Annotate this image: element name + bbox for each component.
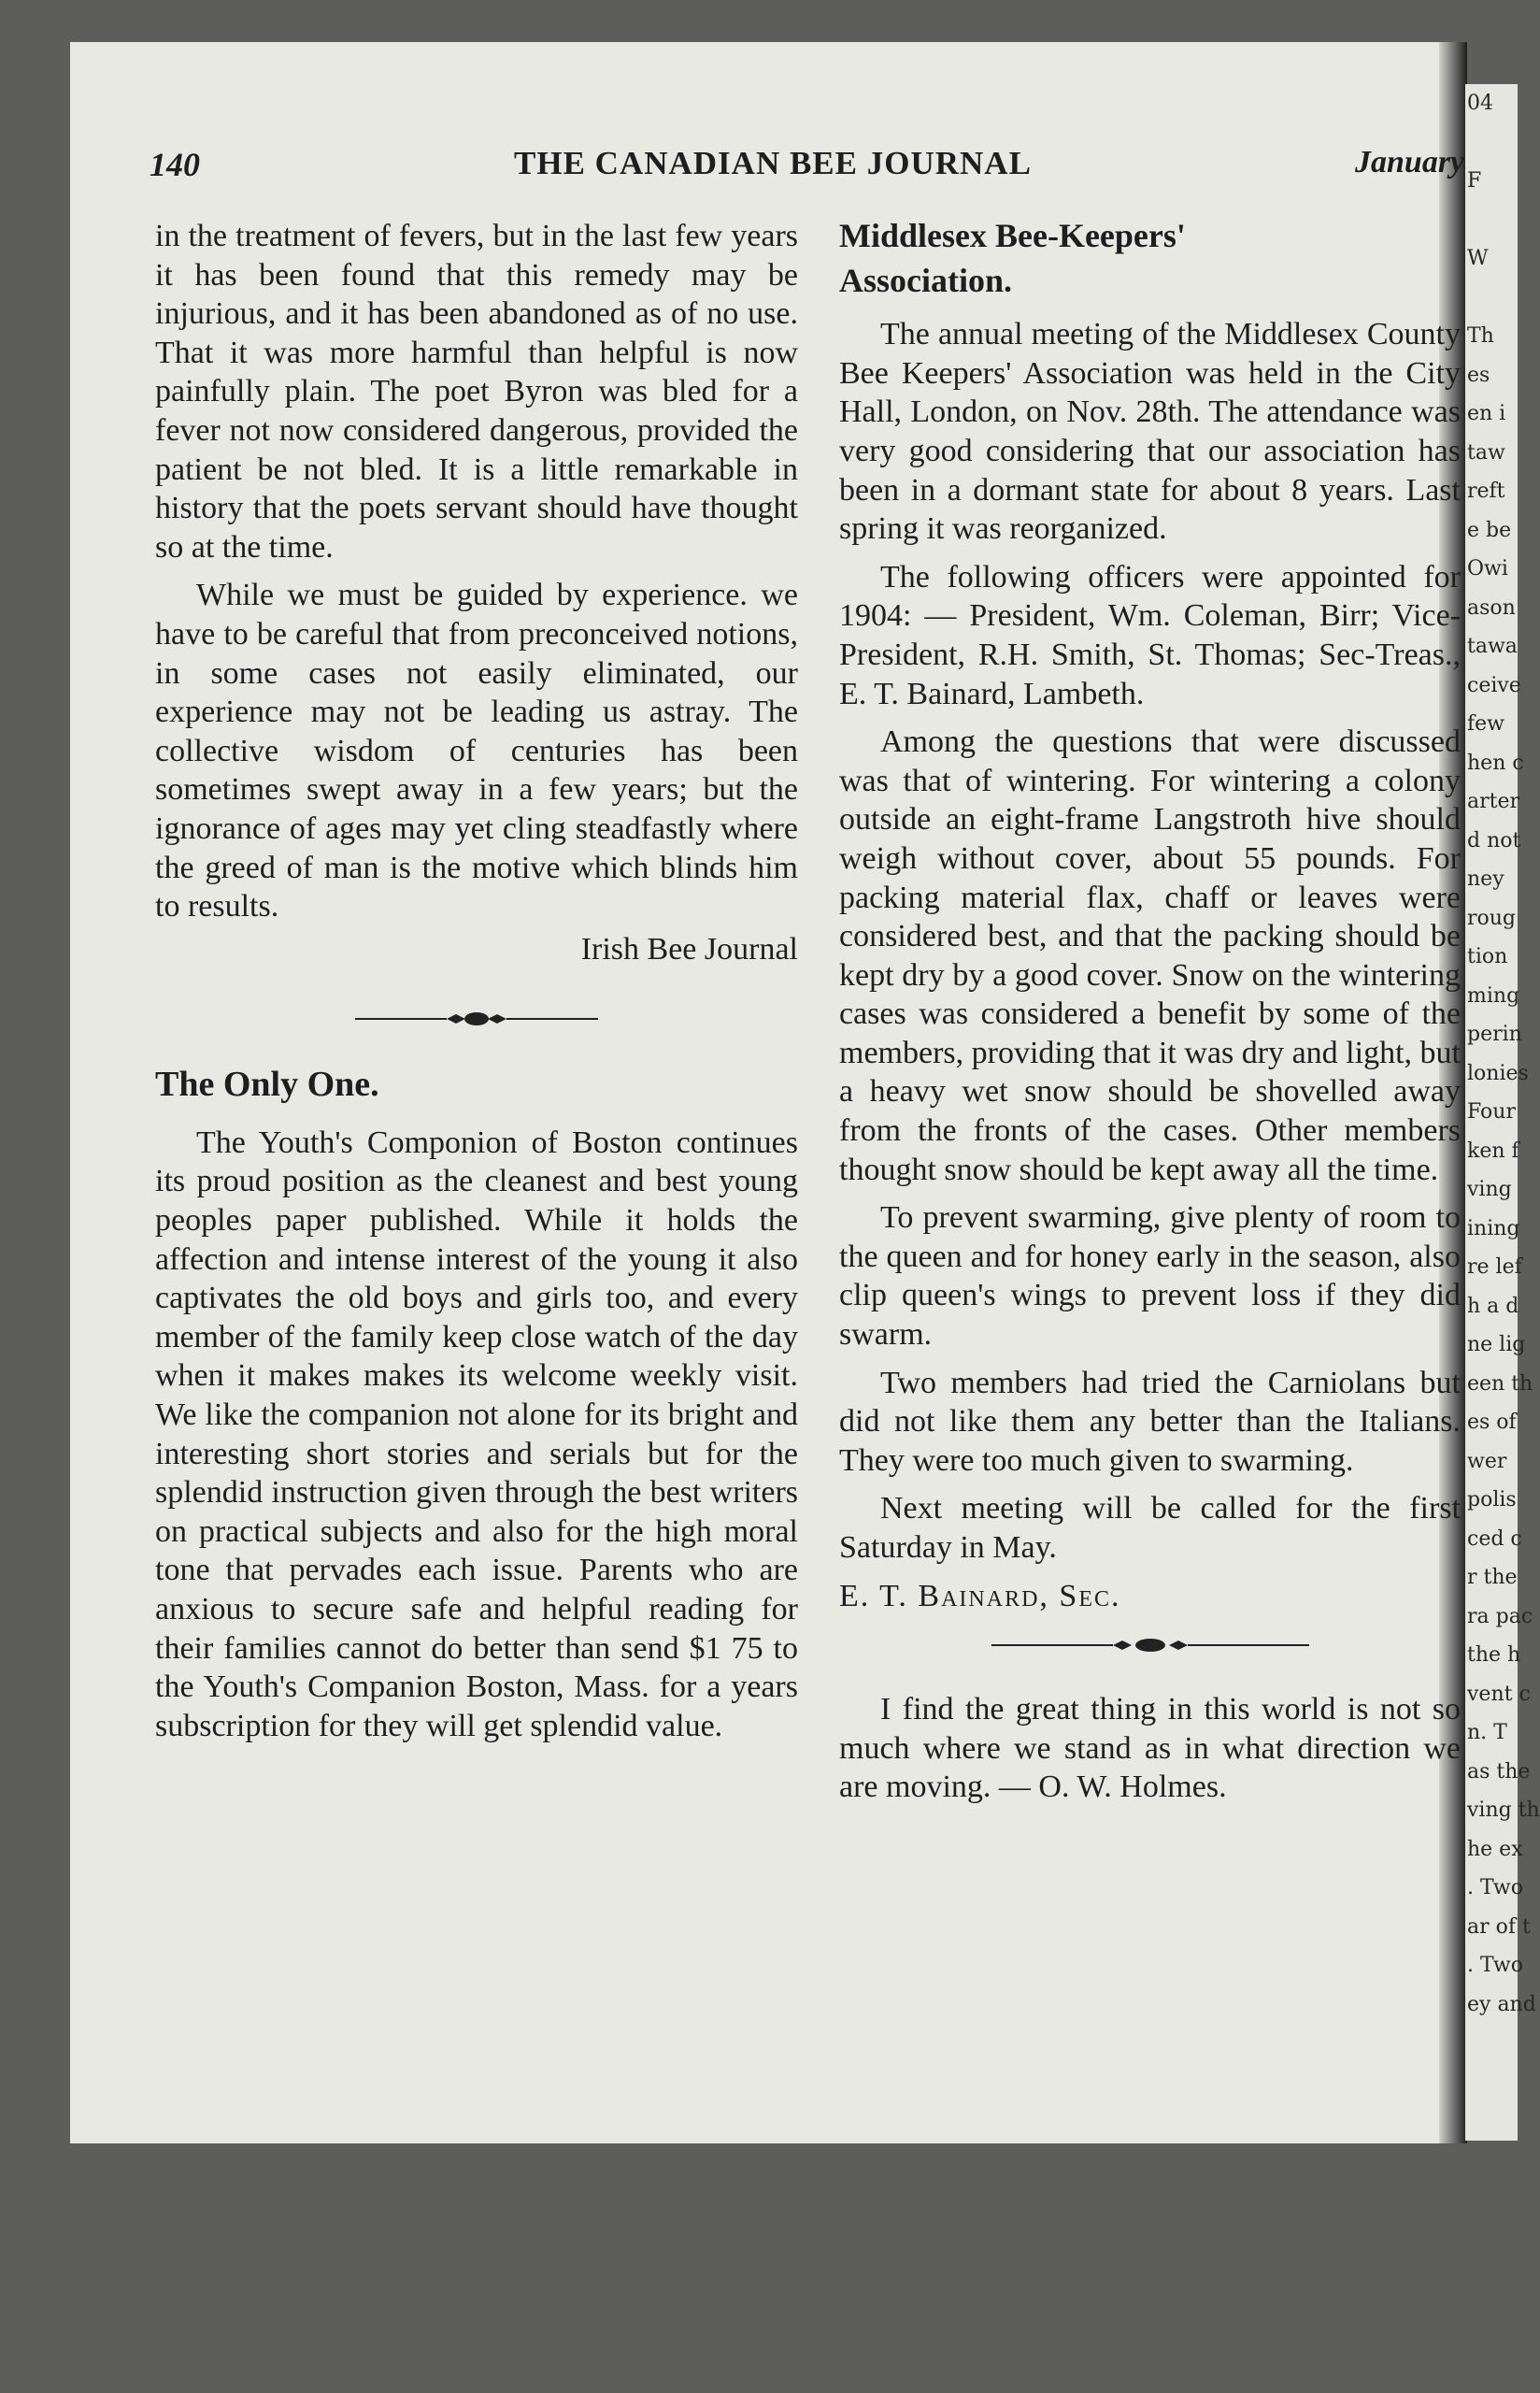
middlesex-heading-line1: Middlesex Bee-Keepers': [839, 217, 1186, 254]
adjacent-page-fragment: n. T: [1467, 1721, 1507, 1744]
section-ornament: [355, 1000, 598, 1038]
adjacent-page-fragment: wer: [1467, 1449, 1507, 1473]
adjacent-page-fragment: Four: [1467, 1100, 1516, 1124]
wintering-paragraph: Among the questions that were discussed was that of wintering. For wintering a colony outside an eight-frame Langstroth hive should weigh without cover, about 55 pounds. For packing material flax, chaff or leaves were considered best, and that the packing should be kept dry by a good cover. Snow on the wintering cases was considered a benefit by some of the members, providing that it was dry and light, but a heavy wet snow should be shovelled away from the fronts of the cases. Other members thought snow should be kept away all the time.: [839, 724, 1461, 1187]
journal-title: THE CANADIAN BEE JOURNAL: [514, 145, 1032, 181]
fevers-paragraph: in the treatment of fevers, but in the last few years it has been found that this remedy may be injurious, and it has been abandoned as of no use. That it was more harmful than helpful is now painfully plain. The poet Byron was bled for a fever not now considered dangerous, provided the patient be not bled. It is a little remarkable in history that the poets servant should have thought so at the time.: [155, 219, 798, 565]
adjacent-page-fragment: 04: [1467, 92, 1493, 115]
next-meeting-paragraph: Next meeting will be called for the first Saturday in May.: [839, 1491, 1461, 1565]
running-head: [150, 145, 1465, 186]
middlesex-heading-line2: Association.: [839, 261, 1013, 299]
page-number: 140: [150, 146, 200, 183]
attribution: Irish Bee Journal: [580, 931, 798, 967]
adjacent-page-fragment: e be: [1467, 518, 1512, 542]
adjacent-page-fragment: F: [1467, 169, 1482, 193]
adjacent-page-fragment: perin: [1467, 1023, 1522, 1046]
signature: E. T. Bainard, Sec.: [839, 1578, 1121, 1613]
holmes-quote: I find the great thing in this world is not so much where we stand as in what direction we are moving. — O. W. Holmes.: [839, 1692, 1461, 1805]
adjacent-page-fragment: Owi: [1467, 557, 1508, 580]
adjacent-page-fragment: re lef: [1467, 1255, 1522, 1279]
adjacent-page-fragment: the h: [1467, 1643, 1521, 1667]
adjacent-page-fragment: tawa: [1467, 635, 1518, 658]
adjacent-page-fragment: ney: [1467, 867, 1504, 891]
adjacent-page-fragment: ving th: [1467, 1798, 1540, 1822]
adjacent-page-fragment: ming: [1467, 983, 1520, 1008]
adjacent-page-fragment: ken f: [1467, 1139, 1519, 1163]
adjacent-page-fragment: ey and: [1467, 1992, 1536, 2016]
adjacent-page-fragment: ra pac: [1467, 1604, 1533, 1628]
adjacent-page-fragment: polis: [1467, 1488, 1517, 1512]
adjacent-page-fragment: roug: [1467, 906, 1517, 930]
adjacent-page-fragment: es: [1467, 363, 1490, 387]
adjacent-page-fragment: [1467, 279, 1518, 318]
adjacent-page-fragment: few: [1467, 712, 1504, 736]
adjacent-page-fragment: een th: [1467, 1371, 1533, 1396]
adjacent-page-fragment: tion: [1467, 945, 1508, 968]
officers-paragraph: The following officers were appointed for 1904: — President, Wm. Coleman, Birr; Vice-President, R.H. Smith, St. Thomas; Sec-Treas., E. T. Bainard, Lambeth.: [839, 559, 1461, 711]
adjacent-page-fragment: Th: [1467, 324, 1494, 348]
adjacent-page-fragment: arter: [1467, 790, 1520, 813]
adjacent-page-fragment: ceive: [1467, 673, 1521, 697]
adjacent-page-fragment: d not: [1467, 828, 1521, 853]
right-column: [839, 217, 1461, 1807]
adjacent-page-edge: [1465, 84, 1540, 2141]
adjacent-page-fragment: reft: [1467, 480, 1505, 503]
adjacent-page-fragment: h a d: [1467, 1294, 1519, 1318]
swarming-paragraph: To prevent swarming, give plenty of room to the queen and for honey early in the season, also clip queen's wings to prevent loss if they did swarm.: [839, 1200, 1461, 1353]
adjacent-page-fragment: [1467, 201, 1518, 240]
adjacent-page-fragment: lonies: [1467, 1061, 1529, 1085]
adjacent-page-fragment: ced c: [1467, 1526, 1522, 1551]
adjacent-page-fragment: ving: [1467, 1178, 1512, 1201]
only-one-heading: The Only One.: [155, 1065, 379, 1105]
section-ornament-2: [991, 1628, 1309, 1662]
adjacent-page-fragment: ar of t: [1467, 1914, 1531, 1939]
adjacent-page-fragment: ne lig: [1467, 1333, 1526, 1356]
adjacent-page-fragment: [1467, 123, 1518, 163]
adjacent-page-fragment: as the: [1467, 1759, 1531, 1784]
adjacent-page-fragment: . Two: [1467, 1954, 1523, 1977]
adjacent-page-fragment: taw: [1467, 440, 1505, 465]
adjacent-page-fragment: r the: [1467, 1566, 1518, 1589]
carniolans-paragraph: Two members had tried the Carniolans but did not like them any better than the Italians. They were too much given to swarming.: [839, 1365, 1461, 1478]
only-one-body: The Youth's Componion of Boston continues its proud position as the cleanest and best young peoples paper published. While it holds the affection and intense interest of the young it also captivates the old boys and girls too, and every member of the family keep close watch of the day when it makes makes its welcome weekly visit. We like the companion not alone for its bright and interesting short stories and serials but for the splendid instruction given through the best writers on practical subjects and also for the high moral tone that pervades each issue. Parents who are anxious to secure safe and helpful reading for their families cannot do better than send $1 75 to the Youth's Companion Boston, Mass. for a years subscription for they will get splendid value.: [155, 1125, 798, 1743]
adjacent-page-fragment: ason: [1467, 595, 1516, 620]
adjacent-page-fragment: W: [1467, 247, 1489, 270]
experience-paragraph: While we must be guided by experience. we have to be careful that from preconceived notions, in some cases not easily eliminated, our experience may not be leading us astray. The collective wisdom of centuries has been sometimes swept away in a few years; but the ignorance of ages may yet cling steadfastly where the greed of man is the motive which blinds him to results.: [155, 578, 798, 924]
adjacent-page-fragment: he ex: [1467, 1837, 1523, 1861]
adjacent-page-fragment: hen c: [1467, 751, 1524, 775]
adjacent-page-fragment: vent c: [1467, 1682, 1531, 1706]
left-column: [155, 217, 798, 1745]
meeting-paragraph: The annual meeting of the Middlesex County Bee Keepers' Association was held in the City Hall, London, on Nov. 28th. The attendance was very good considering that our association has been in a dormant state for about 8 years. Last spring it was reorganized.: [839, 317, 1461, 547]
adjacent-page-fragment: ining: [1467, 1216, 1520, 1240]
adjacent-page-fragment: . Two: [1467, 1876, 1523, 1899]
issue-month: January: [1355, 145, 1465, 179]
adjacent-page-fragment: en i: [1467, 402, 1506, 425]
adjacent-page-fragment: es of: [1467, 1411, 1517, 1434]
